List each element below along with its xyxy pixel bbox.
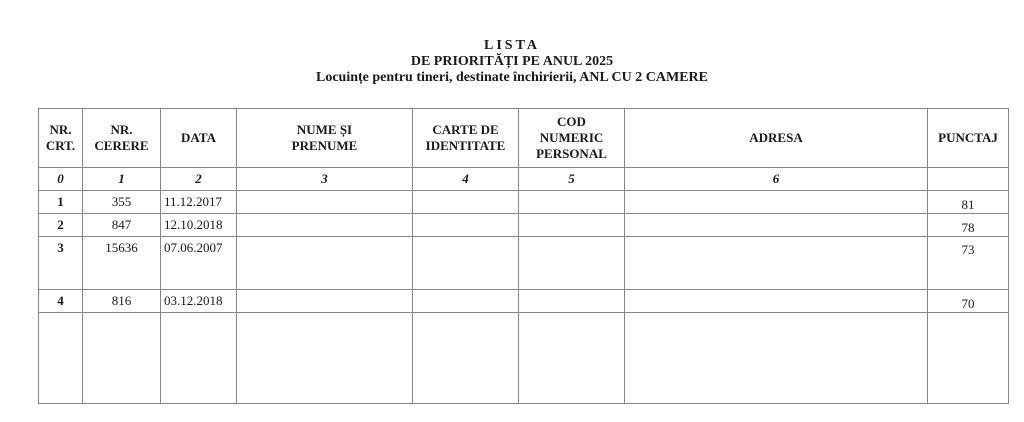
- priority-table: [38, 108, 1009, 404]
- empty-row: [39, 313, 1009, 404]
- column-number: 2: [161, 168, 237, 191]
- column-number: 3: [237, 168, 413, 191]
- cell-data: 03.12.2018: [161, 290, 237, 313]
- cell-nume: [237, 214, 413, 237]
- cell-ci: [413, 191, 519, 214]
- empty-cell: [625, 313, 928, 404]
- cell-cnp: [519, 214, 625, 237]
- cell-nr-cerere: 355: [83, 191, 161, 214]
- document-title: [0, 38, 1024, 86]
- empty-cell: [413, 313, 519, 404]
- header-adresa: ADRESA: [625, 109, 928, 168]
- cell-ci: [413, 290, 519, 313]
- cell-adresa: [625, 191, 928, 214]
- cell-cnp: [519, 237, 625, 290]
- cell-data: 12.10.2018: [161, 214, 237, 237]
- cell-punctaj: 81: [928, 191, 1009, 214]
- header-nr-cerere: NR. CERERE: [83, 109, 161, 168]
- column-number: 0: [39, 168, 83, 191]
- header-carte-identitate: CARTE DE IDENTITATE: [413, 109, 519, 168]
- cell-punctaj: 70: [928, 290, 1009, 313]
- header-nume-prenume: NUME ȘI PRENUME: [237, 109, 413, 168]
- cell-cnp: [519, 191, 625, 214]
- header-nr-crt: NR. CRT.: [39, 109, 83, 168]
- header-data: DATA: [161, 109, 237, 168]
- cell-nr-crt: 3: [39, 237, 83, 290]
- cell-nr-cerere: 816: [83, 290, 161, 313]
- header-row: [39, 109, 1009, 168]
- cell-nume: [237, 191, 413, 214]
- cell-cnp: [519, 290, 625, 313]
- cell-adresa: [625, 214, 928, 237]
- empty-cell: [161, 313, 237, 404]
- table-row: [39, 191, 1009, 214]
- cell-nr-cerere: 847: [83, 214, 161, 237]
- cell-ci: [413, 237, 519, 290]
- empty-cell: [83, 313, 161, 404]
- cell-nr-crt: 1: [39, 191, 83, 214]
- column-number: 5: [519, 168, 625, 191]
- cell-nr-cerere: 15636: [83, 237, 161, 290]
- cell-nume: [237, 290, 413, 313]
- cell-punctaj: 78: [928, 214, 1009, 237]
- empty-cell: [39, 313, 83, 404]
- column-number-row: [39, 168, 1009, 191]
- title-line-3: Locuințe pentru tineri, destinate închirierii, ANL CU 2 CAMERE: [316, 70, 708, 85]
- empty-cell: [519, 313, 625, 404]
- column-number: 4: [413, 168, 519, 191]
- cell-data: 07.06.2007: [161, 237, 237, 290]
- cell-nr-crt: 4: [39, 290, 83, 313]
- cell-nr-crt: 2: [39, 214, 83, 237]
- title-line-2: DE PRIORITĂȚI PE ANUL 2025: [410, 54, 614, 69]
- table-row: [39, 237, 1009, 290]
- table-row: [39, 290, 1009, 313]
- table-row: [39, 214, 1009, 237]
- column-number: 6: [625, 168, 928, 191]
- cell-adresa: [625, 237, 928, 290]
- empty-cell: [237, 313, 413, 404]
- cell-ci: [413, 214, 519, 237]
- cell-nume: [237, 237, 413, 290]
- cell-adresa: [625, 290, 928, 313]
- cell-data: 11.12.2017: [161, 191, 237, 214]
- header-punctaj: PUNCTAJ: [928, 109, 1009, 168]
- header-cnp: COD NUMERIC PERSONAL: [519, 109, 625, 168]
- empty-cell: [928, 313, 1009, 404]
- title-line-1: LISTA: [484, 38, 540, 53]
- cell-punctaj: 73: [928, 237, 1009, 290]
- column-number: [928, 168, 1009, 191]
- column-number: 1: [83, 168, 161, 191]
